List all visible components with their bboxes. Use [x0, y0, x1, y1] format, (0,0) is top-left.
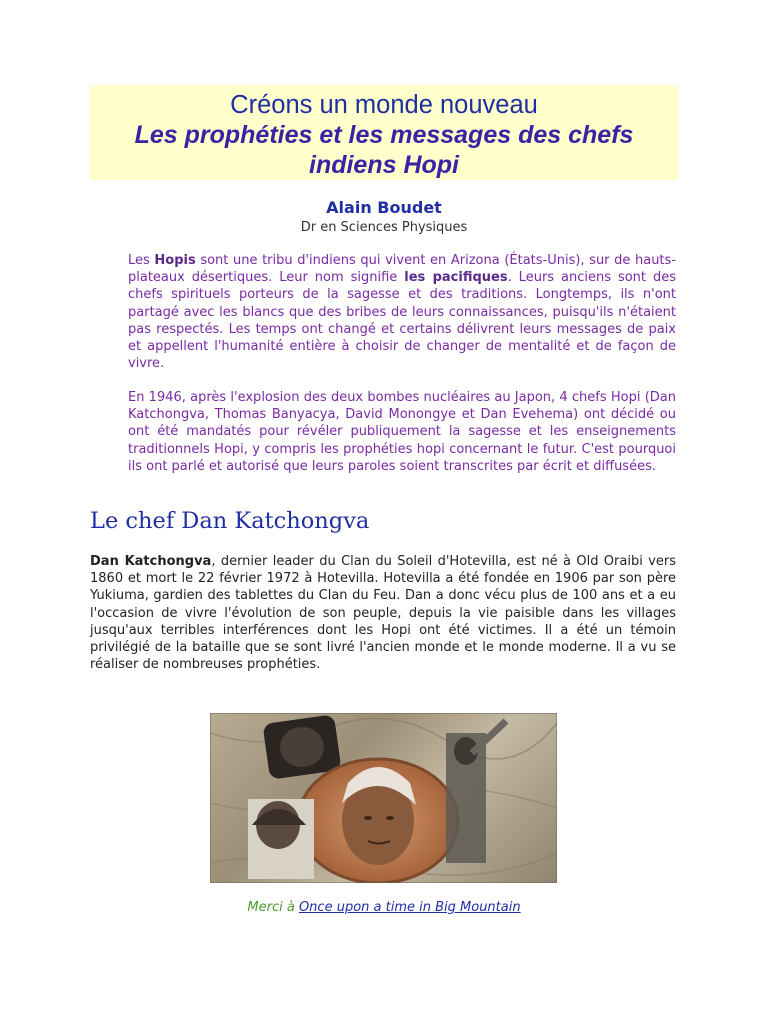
intro-paragraph-1 — [128, 252, 676, 372]
keyword-hopis: Hopis — [154, 253, 196, 268]
intro-text: Les — [128, 253, 155, 268]
section-body-text: , dernier leader du Clan du Soleil d'Hotevilla, est né à Old Oraibi vers 1860 et mort le 22 février 1972 à Hotevilla. Hotevilla a été fondée en 1906 par son père Yukiuma, gardien des tablettes du Clan du Feu. Dan a donc vécu plus de 100 ans et a eu l'occasion de vivre l'évolution de son peuple, depuis la vie paisible dans les villages jusqu'aux terribles interférences dont les Hopi ont été victimes. Il a été un témoin privilégié de la bataille que se sont livré l'ancien monde et le monde moderne. Il a vu se réaliser de nombreuses prophéties. — [90, 554, 676, 673]
title-banner — [90, 85, 678, 180]
collage-illustration — [210, 713, 557, 883]
section-lead-name: Dan Katchongva — [90, 554, 212, 569]
author-degree: Dr en Sciences Physiques — [300, 220, 468, 235]
page-subtitle: Les prophéties et les messages des chefs indiens Hopi — [134, 121, 634, 179]
intro-text: . Leurs anciens sont des chefs spirituels porteurs de la sagesse et des traditions. Longtemps, ils n'ont partagé avec les blancs que des bribes de leurs connaissances, puisqu'ils n'étaient pas respectés. Les temps ont changé et certains délivrent leurs messages de paix et appellent l'humanité entière à choisir de changer de mentalité et de façon de vivre. — [128, 270, 676, 372]
section-paragraph — [90, 553, 676, 673]
intro-paragraph-2: En 1946, après l'explosion des deux bombes nucléaires au Japon, 4 chefs Hopi (Dan Katchongva, Thomas Banyacya, David Monongye et Dan Evehema) ont décidé ou ont été mandatés pour révéler publiquement la sagesse et les enseignements traditionnels Hopi, y compris les prophéties hopi concernant le futur. C'est pourquoi ils ont parlé et autorisé que leurs paroles soient transcrites par écrit et diffusées. — [128, 390, 676, 474]
intro-text: sont une tribu d'indiens qui vivent en Arizona (États-Unis), sur de hauts-plateaux désertiques. Leur nom signifie — [128, 253, 676, 286]
section-heading: Le chef Dan Katchongva — [90, 508, 370, 534]
image-caption — [0, 900, 768, 915]
big-mountain-link[interactable]: Once upon a time in Big Mountain — [298, 900, 521, 915]
keyword-pacifiques: les pacifiques — [404, 270, 508, 286]
author-name: Alain Boudet — [326, 198, 442, 217]
hopi-elders-collage-image — [210, 713, 557, 883]
page-title: Créons un monde nouveau — [230, 91, 538, 119]
caption-prefix: Merci à — [247, 900, 299, 915]
